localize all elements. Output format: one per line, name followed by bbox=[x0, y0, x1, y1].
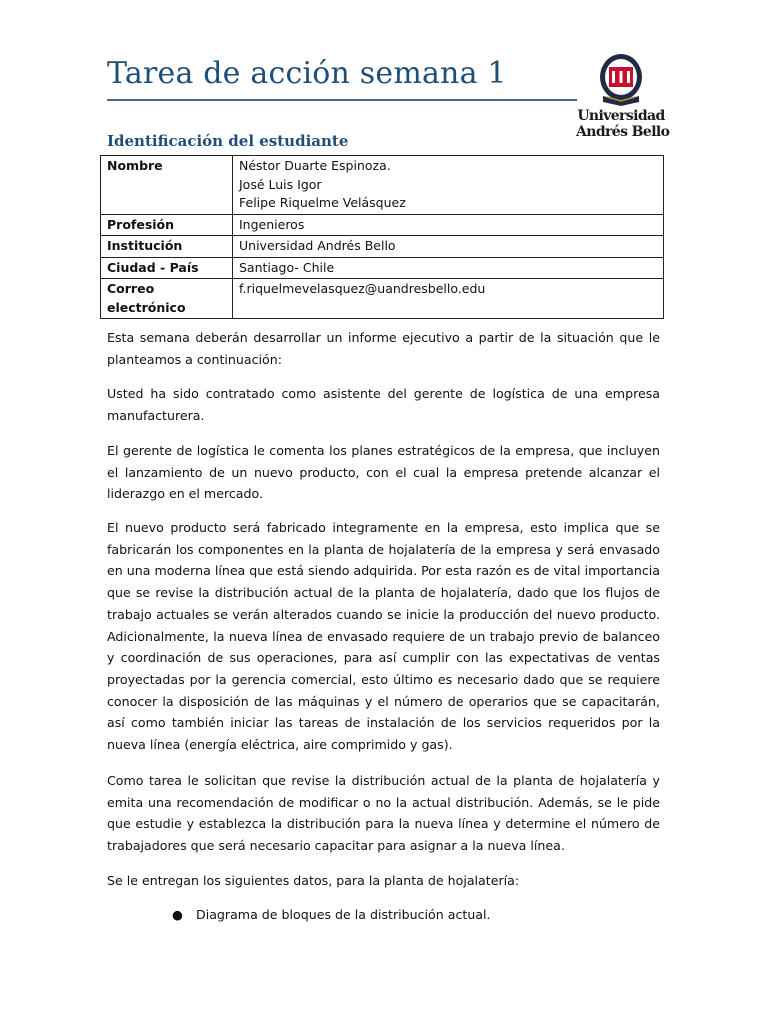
document-title: Tarea de acción semana 1 bbox=[107, 56, 507, 91]
student-info-table bbox=[100, 155, 664, 319]
section-heading: Identificación del estudiante bbox=[107, 132, 349, 150]
table-row-profession bbox=[101, 214, 664, 236]
city-value: Santiago- Chile bbox=[233, 257, 664, 279]
name-label: Nombre bbox=[101, 156, 233, 215]
profession-label: Profesión bbox=[101, 214, 233, 236]
paragraph-new-product: El nuevo producto será fabricado integramente en la empresa, esto implica que se fabricarán los componentes en la planta de hojalatería de la empresa y será envasado en una moderna línea que está siendo adquirida. Por esta razón es de vital importancia que se revise la distribución actual de la planta de hojalatería, dado que los flujos de trabajo actuales se verán alterados cuando se inicie la producción del nuevo producto. Adicionalmente, la nueva línea de envasado requiere de un trabajo previo de balanceo y coordinación de sus operaciones, para así cumplir con las expectativas de ventas proyectadas por la gerencia comercial, esto último es necesario dado que se requiere conocer la disposición de las máquinas y el número de operarios que se capacitarán, así como también iniciar las tareas de instalación de los servicios requeridos por la nueva línea (energía eléctrica, aire comprimido y gas). bbox=[107, 520, 660, 753]
bullet-icon: ● bbox=[172, 907, 183, 922]
title-underline bbox=[107, 99, 577, 101]
paragraph-task: Como tarea le solicitan que revise la distribución actual de la planta de hojalatería y emita una recomendación de modificar o no la actual distribución. Además, se le pide que estudie y establezca la distribución para la nueva línea y determine el número de trabajadores que será necesario capacitar para asignar a la nueva línea. bbox=[107, 773, 660, 854]
logo-text-line2: Andrés Bello bbox=[576, 124, 670, 140]
table-row-institution bbox=[101, 236, 664, 258]
logo-text-line1: Universidad bbox=[577, 108, 665, 124]
institution-label: Institución bbox=[101, 236, 233, 258]
university-crest-icon bbox=[597, 52, 645, 106]
student-name-3: Felipe Riquelme Velásquez bbox=[239, 195, 406, 210]
profession-value: Ingenieros bbox=[233, 214, 664, 236]
email-value: f.riquelmevelasquez@uandresbello.edu bbox=[233, 279, 664, 319]
name-values bbox=[233, 156, 664, 215]
table-row-email bbox=[101, 279, 664, 319]
table-row-name bbox=[101, 156, 664, 215]
paragraph-strategy: El gerente de logística le comenta los planes estratégicos de la empresa, que incluyen el lanzamiento de un nuevo producto, con el cual la empresa pretende alcanzar el liderazgo en el mercado. bbox=[107, 443, 660, 502]
city-label: Ciudad - País bbox=[101, 257, 233, 279]
email-label: Correo electrónico bbox=[101, 279, 233, 319]
bullet-item bbox=[172, 904, 491, 925]
student-name-2: José Luis Igor bbox=[239, 176, 322, 192]
paragraph-data-intro: Se le entregan los siguientes datos, para la planta de hojalatería: bbox=[107, 873, 520, 888]
bullet-text: Diagrama de bloques de la distribución actual. bbox=[196, 907, 491, 922]
paragraph-role: Usted ha sido contratado como asistente del gerente de logística de una empresa manufacturera. bbox=[107, 386, 660, 423]
institution-value: Universidad Andrés Bello bbox=[233, 236, 664, 258]
university-logo bbox=[576, 52, 670, 144]
table-row-city bbox=[101, 257, 664, 279]
paragraph-intro: Esta semana deberán desarrollar un informe ejecutivo a partir de la situación que le planteamos a continuación: bbox=[107, 330, 660, 367]
student-name-1: Néstor Duarte Espinoza. bbox=[239, 158, 391, 173]
